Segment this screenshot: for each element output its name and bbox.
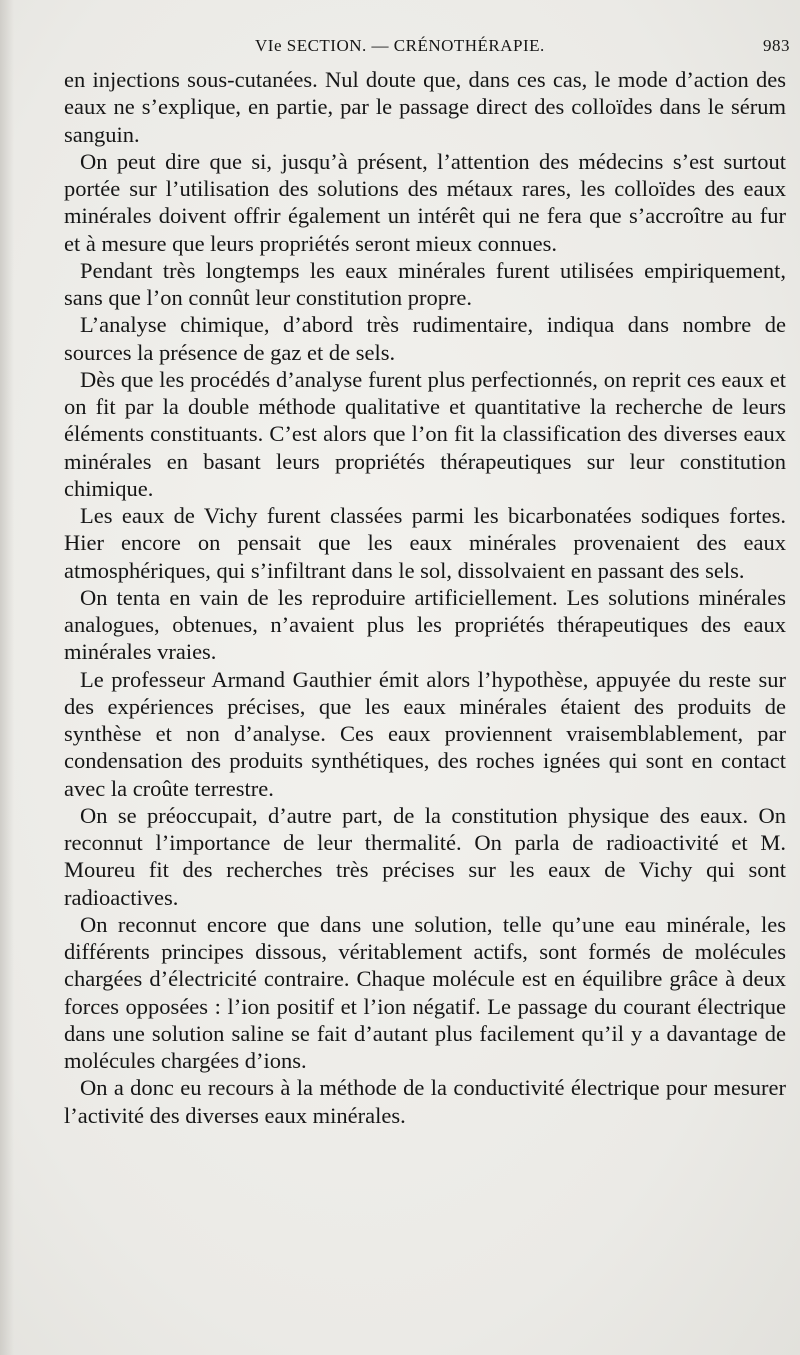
page-header	[60, 36, 790, 64]
body-text	[64, 66, 786, 1129]
paragraph-4: L’analyse chimique, d’abord très rudimentaire, indiqua dans nombre de sources la présence de gaz et de sels.	[64, 312, 786, 365]
paragraph-6: Les eaux de Vichy furent classées parmi les bicarbonatées sodiques fortes. Hier encore on pensait que les eaux minérales provenaient des eaux atmosphériques, qui s’infiltrant dans le sol, dissolvaient en passant des sels.	[64, 503, 786, 583]
paragraph-10: On reconnut encore que dans une solution, telle qu’une eau minérale, les différents principes dissous, véritablement actifs, sont formés de molécules chargées d’électricité contraire. Chaque molécule est en équilibre grâce à deux forces opposées : l’ion positif et l’ion négatif. Le passage du courant électrique dans une solution saline se fait d’autant plus facilement qu’il y a davantage de molécules chargées d’ions.	[64, 911, 786, 1073]
paragraph-5: Dès que les procédés d’analyse furent plus perfectionnés, on reprit ces eaux et on fit par la double méthode qualitative et quantitative la recherche de leurs éléments constituants. C’est alors que l’on fit la classification des diverses eaux minérales en basant leurs propriétés thérapeutiques sur leur constitution chimique.	[64, 366, 786, 501]
paragraph-8: Le professeur Armand Gauthier émit alors l’hypothèse, appuyée du reste sur des expériences précises, que les eaux minérales étaient des produits de synthèse et non d’analyse. Ces eaux proviennent vraisemblablement, par condensation des produits synthétiques, des roches ignées qui sont en contact avec la croûte terrestre.	[64, 666, 786, 801]
paragraph-9: On se préoccupait, d’autre part, de la constitution physique des eaux. On reconnut l’importance de leur thermalité. On parla de radioactivité et M. Moureu fit des recherches très précises sur les eaux de Vichy qui sont radioactives.	[64, 802, 786, 910]
running-head: VIe SECTION. — CRÉNOTHÉRAPIE.	[255, 36, 545, 55]
paragraph-11: On a donc eu recours à la méthode de la conductivité électrique pour mesurer l’activité des diverses eaux minérales.	[64, 1075, 786, 1128]
page-gutter-shadow	[0, 0, 14, 1355]
paragraph-1: en injections sous-cutanées. Nul doute que, dans ces cas, le mode d’action des eaux ne s’explique, en partie, par le passage direct des colloïdes dans le sérum sanguin.	[64, 67, 786, 147]
paragraph-2: On peut dire que si, jusqu’à présent, l’attention des médecins s’est surtout portée sur l’utilisation des solutions des métaux rares, les colloïdes des eaux minérales doivent offrir également un intérêt qui ne fera que s’accroître au fur et à mesure que leurs propriétés seront mieux connues.	[64, 148, 786, 256]
page-number: 983	[763, 36, 790, 55]
paragraph-3: Pendant très longtemps les eaux minérales furent utilisées empiriquement, sans que l’on connût leur constitution propre.	[64, 257, 786, 310]
paragraph-7: On tenta en vain de les reproduire artificiellement. Les solutions minérales analogues, obtenues, n’avaient plus les propriétés thérapeutiques des eaux minérales vraies.	[64, 584, 786, 665]
